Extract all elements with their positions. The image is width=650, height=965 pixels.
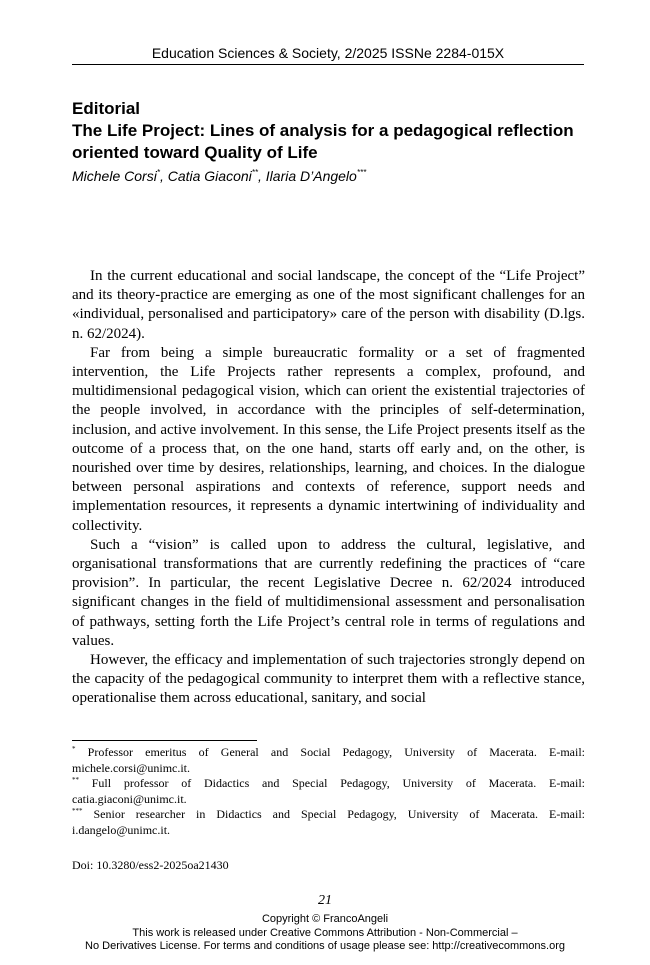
footnote [72, 745, 585, 776]
footnotes [72, 745, 585, 838]
body-paragraph: However, the efficacy and implementation of such trajectories strongly depend on the capacity of the pedagogical community to interpret them with a reflective stance, operationalise them across educational, sanitary, and social [72, 652, 585, 707]
footnote [72, 776, 585, 807]
author-list [72, 166, 587, 186]
body-paragraph: Far from being a simple bureaucratic formality or a set of fragmented intervention, the Life Projects rather represents a complex, profound, and multidimensional pedagogical vision, which can orient the existential trajectories of the people involved, in accordance with the principles of self-determination, inclusion, and active involvement. In this sense, the Life Project presents itself as the outcome of a process that, on the one hand, starts off early and, on the other, is nourished over time by desires, relationships, learning, and choices. In the dialogue between personal aspirations and contexts of reference, support needs and implementation resources, it represents a dynamic intertwining of individuality and collectivity. [72, 344, 585, 534]
footnote-mark: ** [72, 776, 79, 784]
license-line: This work is released under Creative Commons Attribution - Non-Commercial – [132, 926, 518, 939]
license-notice [0, 913, 650, 954]
body-paragraph: Such a “vision” is called upon to address the cultural, legislative, and organisational transformations that are currently redefining the practices of “care provision”. In particular, the recent Legislative Decree n. 62/2024 introduced significant changes in the field of multidimensional assessment and personalisation of pathways, setting forth the Life Project’s central role in terms of regulations and values. [72, 536, 585, 649]
article-title: The Life Project: Lines of analysis for a pedagogical reflection oriented toward Quality of Life [72, 121, 574, 162]
author-name: Catia Giaconi [167, 168, 252, 184]
license-line: No Derivatives License. For terms and conditions of usage please see: http://creativecommons.org [85, 940, 565, 952]
author-footnote-mark[interactable]: * [156, 168, 160, 177]
author-separator: , [258, 168, 266, 184]
page-number: 21 [318, 893, 332, 908]
body-paragraph: In the current educational and social landscape, the concept of the “Life Project” and its theory-practice are emerging as one of the most significant challenges for an «individual, personalised and participatory» care of the person with disability (D.lgs. n. 62/2024). [72, 268, 585, 342]
section-label: Editorial [72, 99, 141, 118]
footnote-text: Senior researcher in Didactics and Special Pedagogy, University of Macerata. E-mail: i.dangelo@unimc.it. [72, 807, 585, 837]
footnote-divider [72, 740, 257, 741]
author-name: Michele Corsi [72, 168, 157, 184]
copyright-line: Copyright © FrancoAngeli [261, 913, 389, 925]
journal-header: Education Sciences & Society, 2/2025 ISSNe 2284-015X [151, 45, 505, 61]
footnote [72, 807, 585, 838]
footnote-text: Professor emeritus of General and Social Pedagogy, University of Macerata. E-mail: michele.corsi@unimc.it. [72, 745, 586, 775]
doi[interactable]: Doi: 10.3280/ess2-2025oa21430 [72, 858, 229, 872]
header-divider [72, 64, 584, 65]
author-separator: , [159, 168, 168, 184]
author-name: Ilaria D’Angelo [265, 168, 357, 184]
footnote-text: Full professor of Didactics and Special Pedagogy, University of Macerata. E-mail: catia.giaconi@unimc.it. [72, 776, 585, 806]
footnote-mark: *** [72, 807, 83, 815]
footnote-mark: * [72, 745, 76, 753]
author-footnote-mark[interactable]: ** [251, 168, 258, 177]
article-body [72, 267, 585, 709]
author-footnote-mark[interactable]: *** [356, 168, 367, 177]
